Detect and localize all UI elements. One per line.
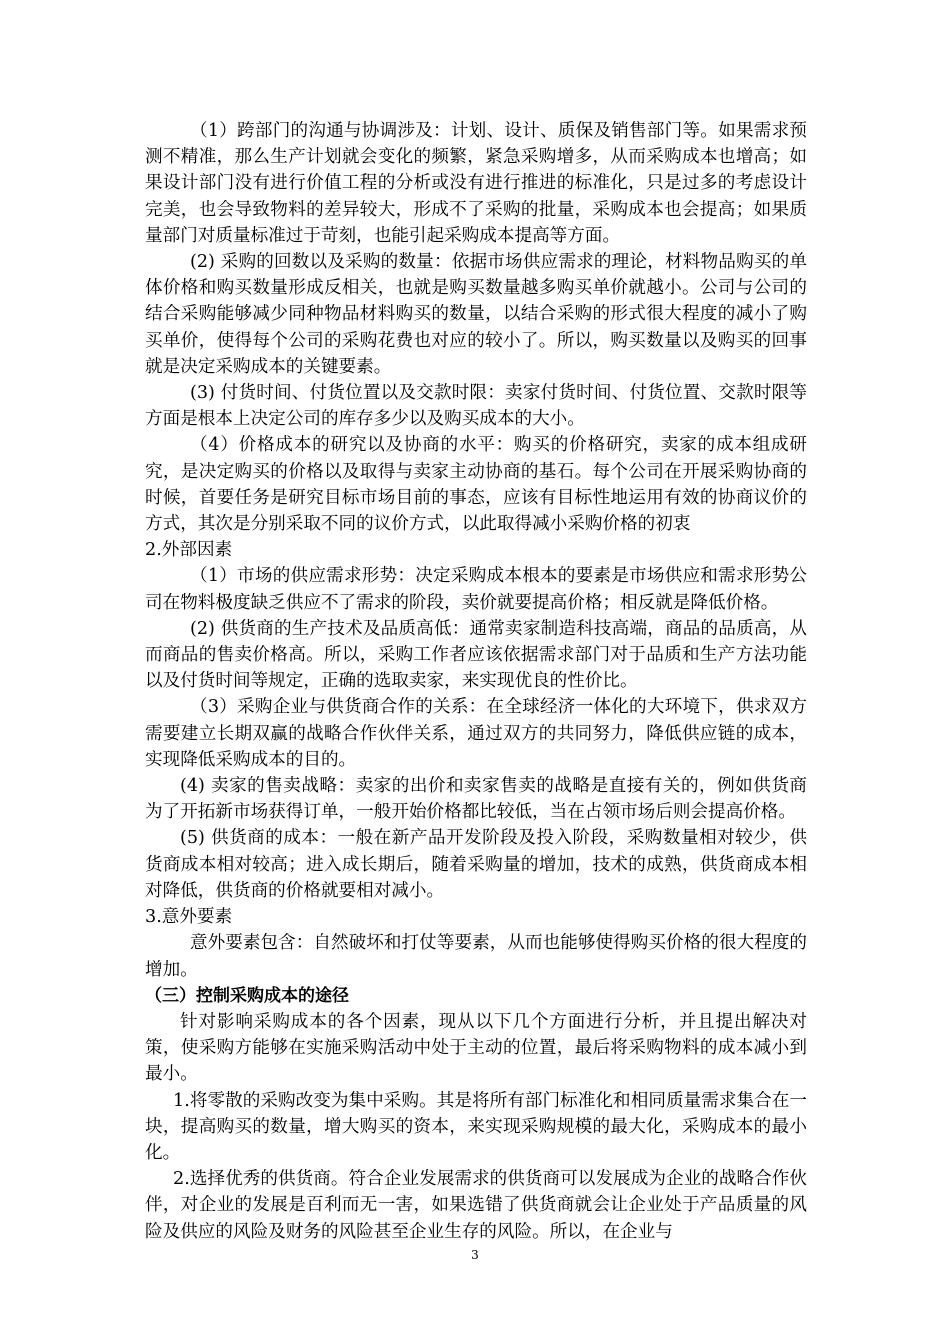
paragraph-accidental: 意外要素包含：自然破坏和打仗等要素，从而也能够使得购买价格的很大程度的增加。 [145,933,807,980]
page-number: 3 [471,1248,479,1262]
section-external-factors: 2.外部因素 [145,540,233,561]
paragraph-cross-department: （1）跨部门的沟通与协调涉及：计划、设计、质保及销售部门等。如果需求预测不精准，那么生产计划就会变化的频繁，紧急采购增多，从而采购成本也增高；如果设计部门没有进行价值工程的分析或没有进行推进的标准化，只是过多的考虑设计完美，也会导致物料的差异较大，形成不了采购的批量，采购成本也会提高；如果质量部门对质量标准过于苛刻，也能引起采购成本提高等方面。 [145,121,807,246]
paragraph-choose-supplier: 2.选择优秀的供货商。符合企业发展需求的供货商可以发展成为企业的战略合作伙伴，对企业的发展是百利而无一害，如果选错了供货商就会让企业处于产品质量的风险及供应的风险及财务的风险甚至企业生存的风险。所以，在企业与 [145,1169,807,1242]
paragraph-price-research: （4）价格成本的研究以及协商的水平：购买的价格研究，卖家的成本组成研究，是决定购买的价格以及取得与卖家主动协商的基石。每个公司在开展采购协商的时候，首要任务是研究目标市场目前的事态，应该有目标性地运用有效的协商议价的方式，其次是分别采取不同的议价方式，以此取得减小采购价格的初衷 [145,435,807,535]
section-accidental-factors: 3.意外要素 [145,907,233,928]
section-heading-control-costs: （三）控制采购成本的途径 [145,985,349,1006]
paragraph-purchase-quantity: (2) 采购的回数以及采购的数量：依据市场供应需求的理论，材料物品购买的单体价格和购买数量形成反相关，也就是购买数量越多购买单价就越小。公司与公司的结合采购能够减少同种物品材料购买的数量，以结合采购的形式很大程度的减小了购买单价，使得每个公司的采购花费也对应的较小了。所以，购买数量以及购买的回事就是决定采购成本的关键要素。 [145,252,807,377]
paragraph-supplier-technology: (2) 供货商的生产技术及品质高低：通常卖家制造科技高端，商品的品质高，从而商品的售卖价格高。所以，采购工作者应该依据需求部门对于品质和生产方法功能以及付货时间等规定，正确的选取卖家，来实现优良的性价比。 [145,618,807,692]
paragraph-supplier-cost: (5) 供货商的成本：一般在新产品开发阶段及投入阶段，采购数量相对较少，供货商成本相对较高；进入成长期后，随着采购量的增加，技术的成熟，供货商成本相对降低，供货商的价格就要相对减小。 [145,828,807,901]
paragraph-delivery-terms: (3) 付货时间、付货位置以及交款时限：卖家付货时间、付货位置、交款时限等方面是根本上决定公司的库存多少以及购买成本的大小。 [145,383,807,430]
paragraph-cooperation: （3）采购企业与供货商合作的关系：在全球经济一体化的大环境下，供求双方需要建立长期双赢的战略合作伙伴关系，通过双方的共同努力，降低供应链的成本，实现降低采购成本的目的。 [145,697,807,770]
paragraph-sales-strategy: (4) 卖家的售卖战略：卖家的出价和卖家售卖的战略是直接有关的，例如供货商为了开拓新市场获得订单，一般开始价格都比较低，当在占领市场后则会提高价格。 [145,776,807,823]
paragraph-centralized-purchase: 1.将零散的采购改变为集中采购。其是将所有部门标准化和相同质量需求集合在一块，提高购买的数量，增大购买的资本，来实现采购规模的最大化，采购成本的最小化。 [145,1090,807,1163]
document-body [145,118,807,1245]
paragraph-control-intro: 针对影响采购成本的各个因素，现从以下几个方面进行分析，并且提出解决对策，使采购方能够在实施采购活动中处于主动的位置，最后将采购物料的成本减小到最小。 [145,1011,807,1085]
paragraph-market-supply: （1）市场的供应需求形势：决定采购成本根本的要素是市场供应和需求形势公司在物料极度缺乏供应不了需求的阶段，卖价就要提高价格；相反就是降低价格。 [145,566,807,613]
